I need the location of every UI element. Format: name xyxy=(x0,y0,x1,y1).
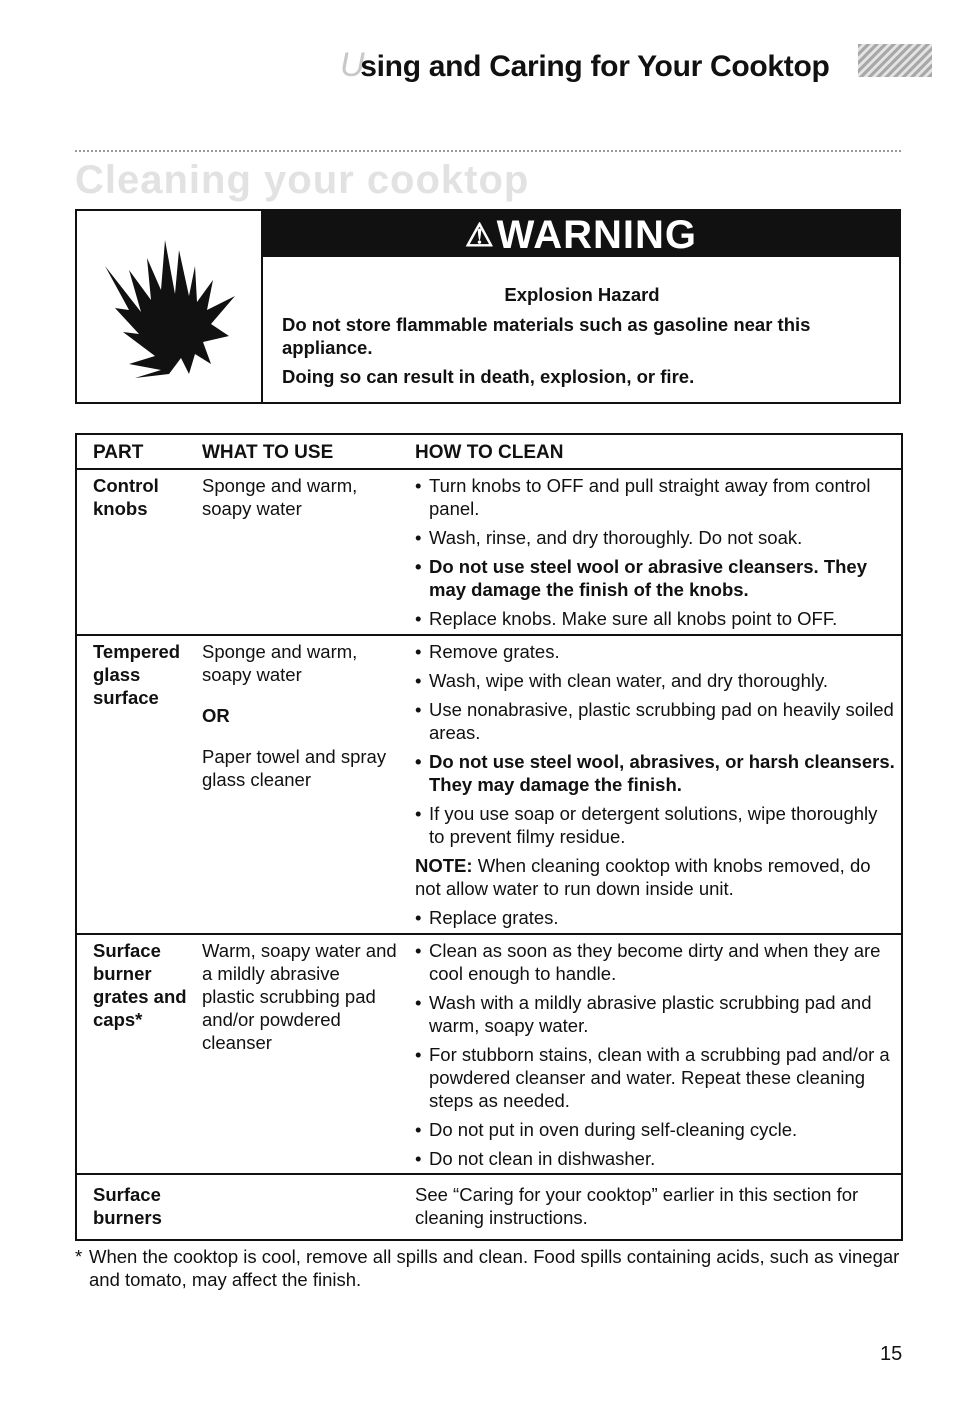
note-text: When cleaning cooktop with knobs removed, do not allow water to run down inside unit. xyxy=(415,855,871,899)
instruction-item: • Wash with a mildly abrasive plastic scrubbing pad and warm, soapy water. xyxy=(415,991,895,1037)
column-header-how-to-clean: HOW TO CLEAN xyxy=(415,442,564,463)
part-cell: Surface burners xyxy=(93,1184,162,1228)
instruction-item: • Replace grates. xyxy=(415,906,895,929)
header-title-initial: U xyxy=(340,46,365,84)
instruction-item: • Clean as soon as they become dirty and when they are cool enough to handle. xyxy=(415,939,895,985)
note-label: NOTE: xyxy=(415,855,473,876)
warning-line: Doing so can result in death, explosion, or fire. xyxy=(282,366,695,387)
table-header-row xyxy=(77,435,901,470)
what-to-use-cell xyxy=(202,640,387,791)
instruction-item: • Turn knobs to OFF and pull straight away from control panel. xyxy=(415,474,895,520)
what-to-use-cell: Warm, soapy water and a mildly abrasive plastic scrubbing pad and/or powdered cleanser xyxy=(202,940,397,1053)
warning-body xyxy=(282,283,882,394)
instruction-item: • Do not clean in dishwasher. xyxy=(415,1147,895,1170)
cleaning-table xyxy=(75,433,903,1241)
footnote-marker: * xyxy=(75,1246,83,1267)
warning-line: Do not store flammable materials such as gasoline near this appliance. xyxy=(282,314,811,358)
instruction-item: • If you use soap or detergent solutions, wipe thoroughly to prevent filmy residue. xyxy=(415,802,895,848)
warning-triangle-icon: ⚠ xyxy=(464,217,495,253)
instruction-item: • Replace knobs. Make sure all knobs point to OFF. xyxy=(415,607,895,630)
what-to-use-alternative: Paper towel and spray glass cleaner xyxy=(202,746,387,790)
table-row xyxy=(77,1173,901,1239)
what-to-use-or: OR xyxy=(202,705,230,726)
instruction-item: • Wash, rinse, and dry thoroughly. Do not soak. xyxy=(415,526,895,549)
table-row xyxy=(77,933,901,1175)
instruction-item: • For stubborn stains, clean with a scrubbing pad and/or a powdered cleanser and water. Repeat these cleaning steps as needed. xyxy=(415,1043,895,1112)
how-to-clean-cell xyxy=(415,640,895,935)
warning-hazard-title: Explosion Hazard xyxy=(504,284,660,305)
instruction-item: • Wash, wipe with clean water, and dry thoroughly. xyxy=(415,669,895,692)
what-to-use-primary: Sponge and warm, soapy water xyxy=(202,641,358,685)
header-title-text: sing and Caring for Your Cooktop xyxy=(360,50,830,83)
table-row xyxy=(77,634,901,935)
instruction-item: • Do not put in oven during self-cleaning cycle. xyxy=(415,1118,895,1141)
page-header-title xyxy=(340,46,860,88)
warning-banner xyxy=(263,211,899,257)
warning-banner-text: WARNING xyxy=(496,213,697,257)
explosion-icon xyxy=(99,236,239,381)
page-number: 15 xyxy=(880,1343,903,1365)
warning-box xyxy=(75,209,901,404)
note xyxy=(415,854,895,900)
instruction-item: • Remove grates. xyxy=(415,640,895,663)
instruction-item: • Use nonabrasive, plastic scrubbing pad on heavily soiled areas. xyxy=(415,698,895,744)
header-decoration xyxy=(858,44,932,77)
section-divider xyxy=(75,150,901,152)
part-cell: Surface burner grates and caps* xyxy=(93,940,187,1030)
column-header-part: PART xyxy=(93,442,144,463)
what-to-use-cell: Sponge and warm, soapy water xyxy=(202,475,358,519)
footnote xyxy=(75,1245,905,1291)
table-row xyxy=(77,468,901,636)
part-cell: Control knobs xyxy=(93,475,159,519)
instruction-item-warning: • Do not use steel wool, abrasives, or harsh cleansers. They may damage the finish. xyxy=(415,750,895,796)
warning-icon-panel xyxy=(77,211,263,402)
section-title: Cleaning your cooktop xyxy=(75,158,530,202)
part-cell: Tempered glass surface xyxy=(93,641,181,708)
how-to-clean-cell xyxy=(415,474,895,636)
column-header-what-to-use: WHAT TO USE xyxy=(202,442,334,463)
footnote-text: When the cooktop is cool, remove all spills and clean. Food spills containing acids, such as vinegar and tomato, may affect the finish. xyxy=(89,1246,900,1290)
instruction-item-warning: • Do not use steel wool or abrasive cleansers. They may damage the finish of the knobs. xyxy=(415,555,895,601)
how-to-clean-cell xyxy=(415,939,895,1176)
how-to-clean-cell: See “Caring for your cooktop” earlier in this section for cleaning instructions. xyxy=(415,1184,859,1228)
